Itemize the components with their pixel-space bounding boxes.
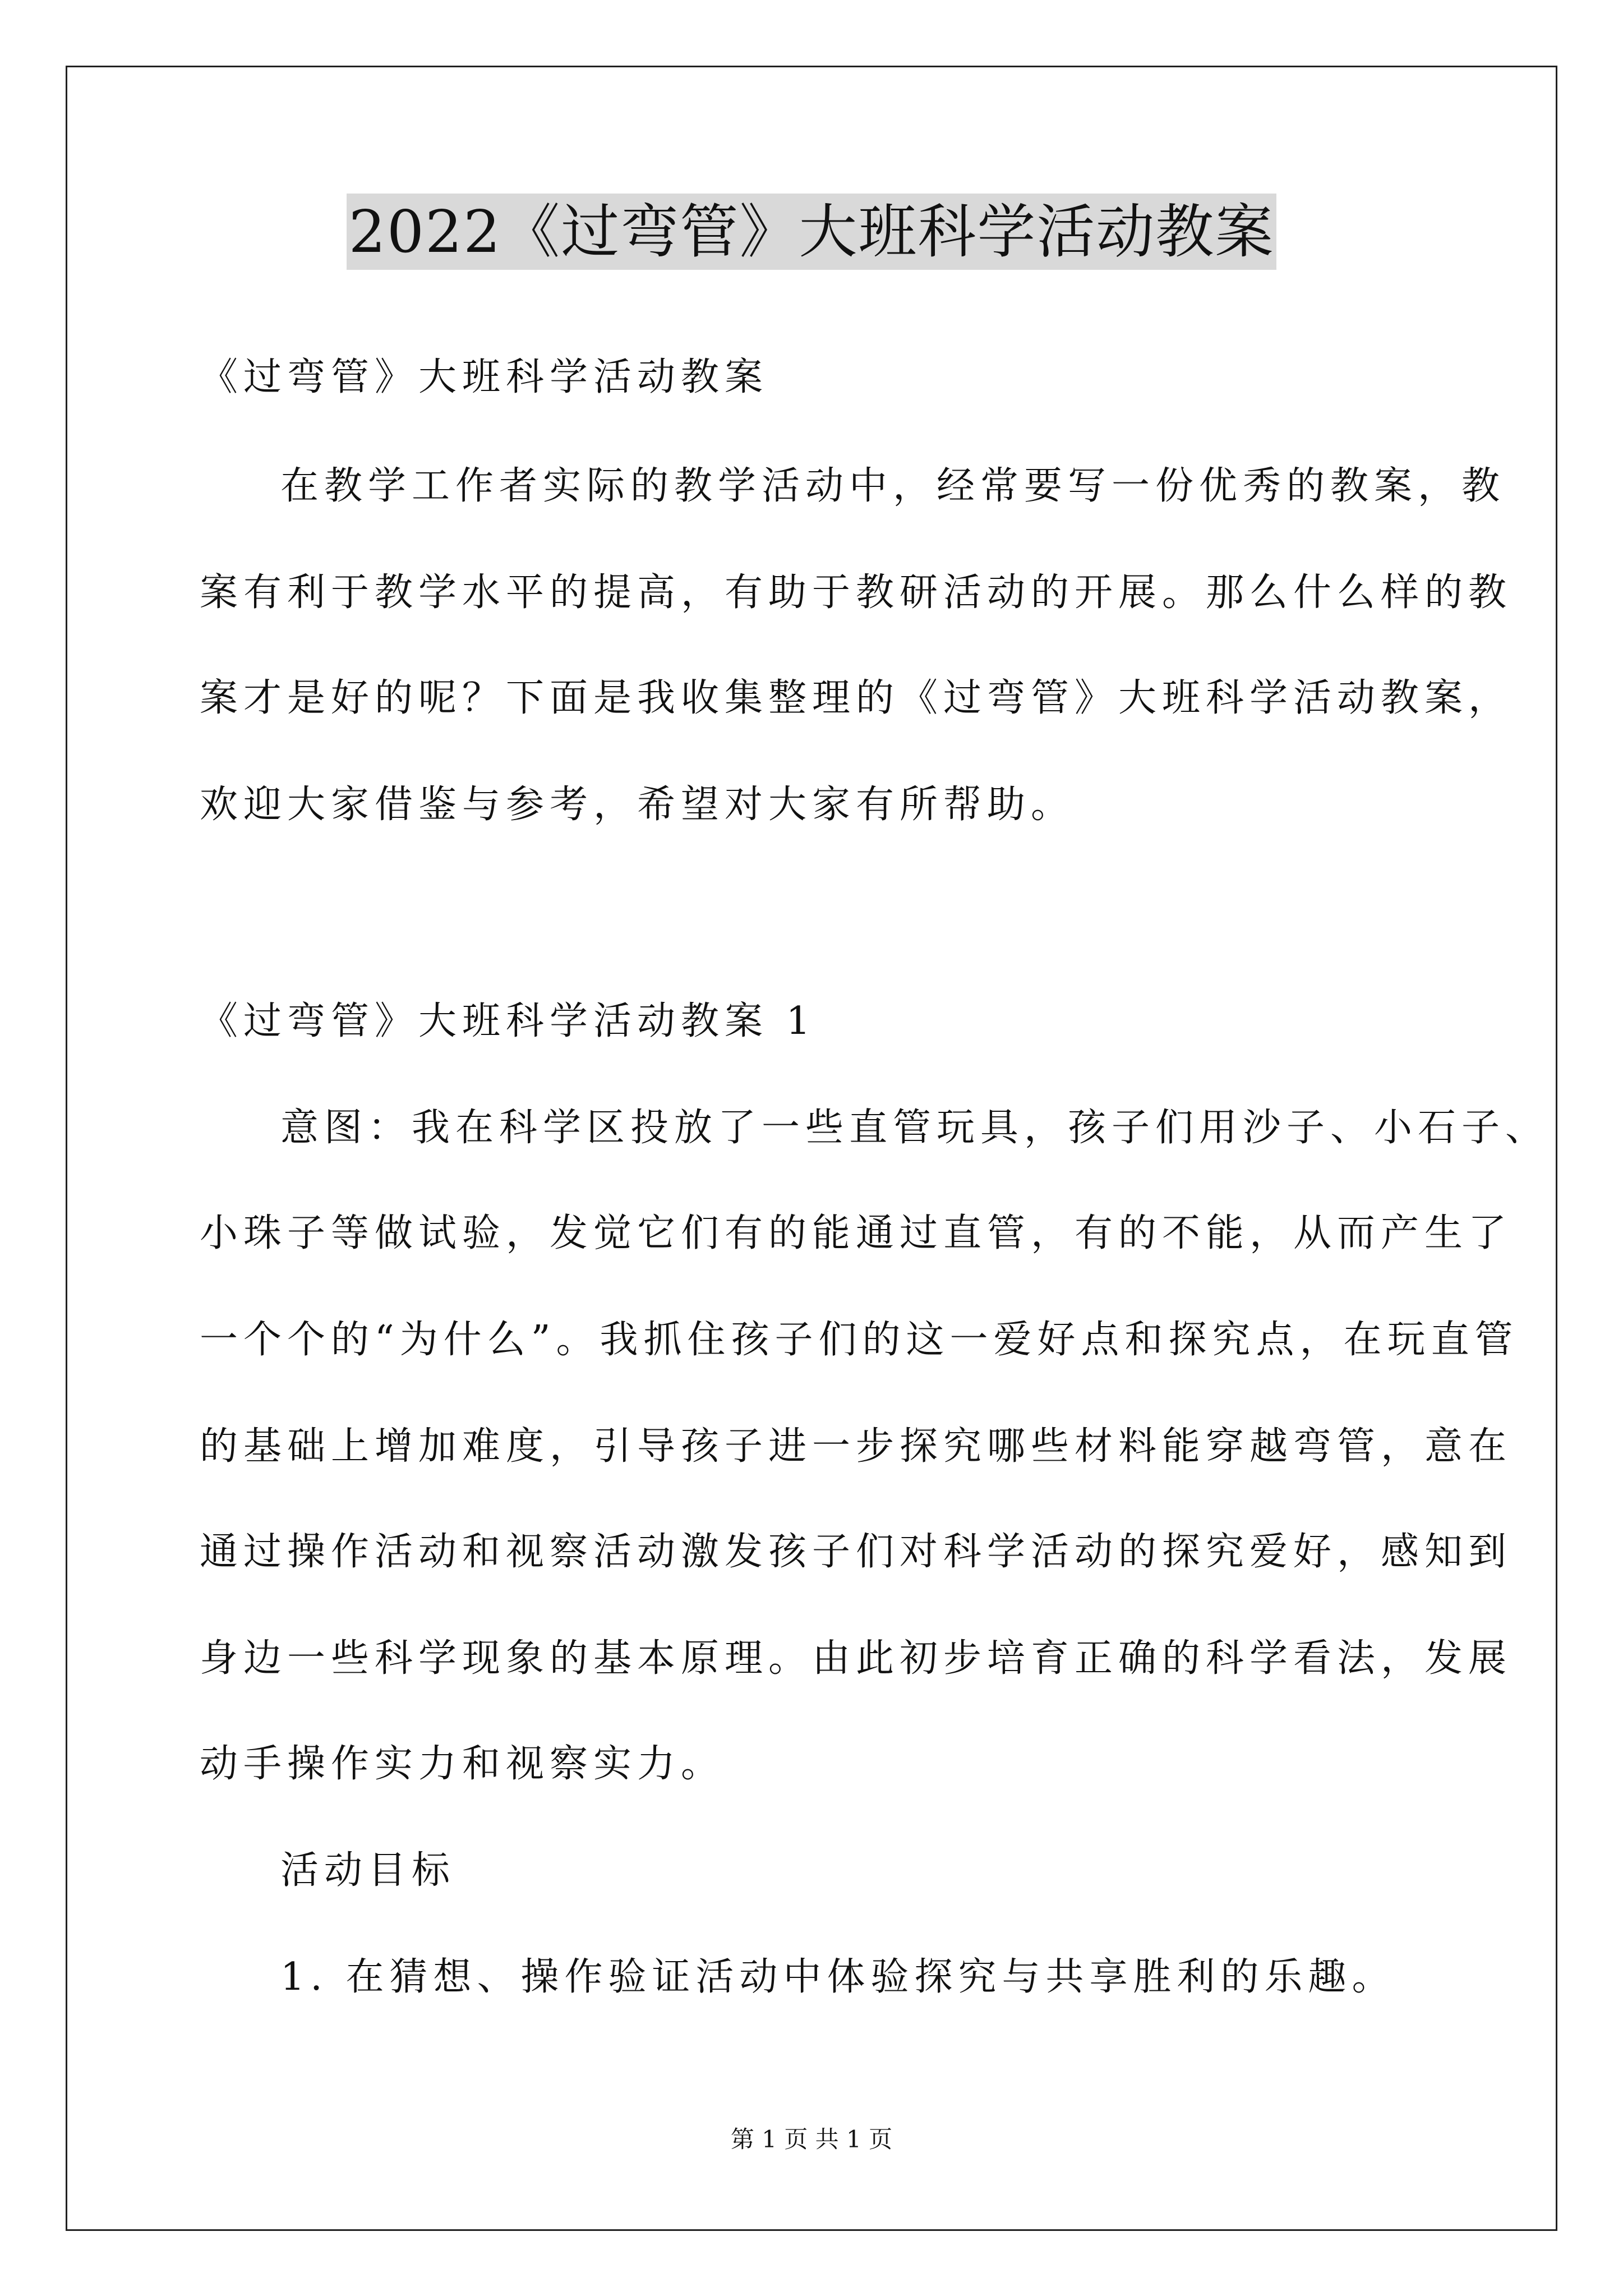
title-container bbox=[0, 194, 1623, 270]
intent-line-1: 意图：我在科学区投放了一些直管玩具，孩子们用沙子、小石子、 bbox=[280, 1106, 1550, 1150]
goal-item-1: 1. 在猜想、操作验证活动中体验探究与共享胜利的乐趣。 bbox=[280, 1955, 1396, 1999]
section-heading: 《过弯管》大班科学活动教案 1 bbox=[200, 999, 816, 1043]
intro-line-3: 案才是好的呢？下面是我收集整理的《过弯管》大班科学活动教案， bbox=[200, 676, 1513, 720]
page-footer: 第 1 页 共 1 页 bbox=[730, 2125, 893, 2153]
intro-line-2: 案有利于教学水平的提高，有助于教研活动的开展。那么什么样的教 bbox=[200, 570, 1513, 615]
goals-heading: 活动目标 bbox=[280, 1848, 456, 1893]
intent-line-3: 一个个的“为什么”。我抓住孩子们的这一爱好点和探究点，在玩直管 bbox=[200, 1318, 1519, 1362]
document-subtitle: 《过弯管》大班科学活动教案 bbox=[200, 355, 769, 399]
intent-line-6: 身边一些科学现象的基本原理。由此初步培育正确的科学看法，发展 bbox=[200, 1636, 1513, 1681]
intent-line-2: 小珠子等做试验，发觉它们有的能通过直管，有的不能，从而产生了 bbox=[200, 1211, 1513, 1255]
document-title: 2022《过弯管》大班科学活动教案 bbox=[347, 194, 1277, 270]
intent-line-7: 动手操作实力和视察实力。 bbox=[200, 1742, 725, 1786]
intent-line-4: 的基础上增加难度，引导孩子进一步探究哪些材料能穿越弯管，意在 bbox=[200, 1424, 1513, 1469]
intent-line-5: 通过操作活动和视察活动激发孩子们对科学活动的探究爱好，感知到 bbox=[200, 1530, 1513, 1574]
intro-line-4: 欢迎大家借鉴与参考，希望对大家有所帮助。 bbox=[200, 783, 1075, 827]
intro-line-1: 在教学工作者实际的教学活动中，经常要写一份优秀的教案，教 bbox=[280, 464, 1506, 508]
